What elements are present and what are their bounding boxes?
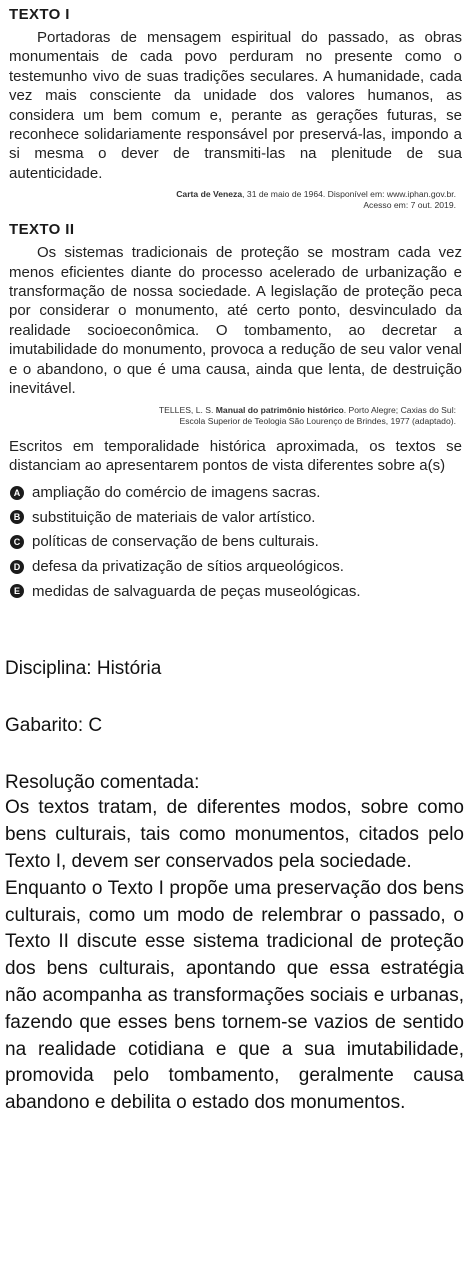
- option-b-text: substituição de materiais de valor artístico.: [32, 508, 316, 526]
- text1-source-line2: Acesso em: 7 out. 2019.: [363, 200, 456, 211]
- question-stem: Escritos em temporalidade histórica aproximada, os textos se distanciam ao apresentarem pontos de vista diferentes sobre a(s): [9, 437, 462, 474]
- text2-source-line2: Escola Superior de Teologia São Lourenço de Brindes, 1977 (adaptado).: [179, 415, 456, 426]
- option-d-letter-icon: D: [10, 560, 24, 574]
- text2-body-text: Os sistemas tradicionais de proteção se mostram cada vez menos eficientes diante do processo acelerado de urbanização e transformação de nossa sociedade. A legislação de proteção peca por considerar o monumento, até certo ponto, desvinculado da realidade socioeconômica. O tombamento, ao decretar a imutabilidade do monumento, provoca a redução de seu valor venal e o abandono, o que é uma causa, ainda que lenta, de destruição inevitável.: [9, 244, 462, 398]
- option-b[interactable]: [9, 505, 462, 530]
- option-d-text: defesa da privatização de sítios arqueológicos.: [32, 558, 344, 576]
- discipline-label: Disciplina: História: [5, 658, 162, 680]
- option-a-letter-icon: A: [10, 486, 24, 500]
- commentary-label: Resolução comentada:: [5, 772, 200, 794]
- option-d[interactable]: [9, 554, 462, 579]
- text2-source: [9, 405, 456, 427]
- text1-source-title: Carta de Veneza: [176, 189, 243, 200]
- option-c-text: políticas de conservação de bens culturais.: [32, 533, 319, 551]
- answer-key: Gabarito: C: [5, 715, 103, 737]
- text2-source-title: Manual do patrimônio histórico: [215, 404, 344, 415]
- text2-source-line1: . Porto Alegre; Caxias do Sul:: [343, 404, 456, 415]
- commentary-paragraph-1: Os textos tratam, de diferentes modos, sobre como bens culturais, tais como monumentos, citados pelo Texto I, devem ser conservados pela sociedade.: [5, 797, 464, 873]
- answer-options: [9, 481, 462, 604]
- text2-body: [9, 243, 462, 398]
- text1-source-line1: , 31 de maio de 1964. Disponível em: www.iphan.gov.br.: [242, 189, 456, 200]
- text1-heading: TEXTO I: [9, 6, 70, 23]
- option-e-text: medidas de salvaguarda de peças museológicas.: [32, 582, 361, 600]
- text1-body-text: Portadoras de mensagem espiritual do passado, as obras monumentais de cada povo perduram no presente como o testemunho vivo de suas tradições seculares. A humanidade, cada vez mais consciente da unidade dos valores humanos, as considera um bem comum e, perante as gerações futuras, se reconhece solidariamente responsável por preservá-las, impondo a si mesma o dever de transmiti-las na plenitude de sua autenticidade.: [9, 29, 462, 182]
- option-a-text: ampliação do comércio de imagens sacras.: [32, 484, 321, 502]
- option-e-letter-icon: E: [10, 584, 24, 598]
- answer-section: [0, 657, 474, 1117]
- option-b-letter-icon: B: [10, 510, 24, 524]
- option-a[interactable]: [9, 481, 462, 506]
- text2-source-author: TELLES, L. S.: [158, 404, 216, 415]
- commentary-paragraph-2: Enquanto o Texto I propõe uma preservação dos bens culturais, como um modo de relembrar o passado, o Texto II discute esse sistema tradicional de proteção dos bens culturais, apontando que essa estratégia não acompanha as transformações sociais e urbanas, fazendo que esses bens tornem-se vazios de sentido na realidade cotidiana e que a sua imutabilidade, promovida pelo tombamento, geralmente causa abandono e debilita o estado dos monumentos.: [5, 877, 464, 1114]
- option-c[interactable]: [9, 530, 462, 555]
- exam-question-scan: [0, 0, 474, 603]
- text1-source: [9, 189, 456, 211]
- option-c-letter-icon: C: [10, 535, 24, 549]
- text2-heading: TEXTO II: [9, 221, 75, 239]
- text1-body: [9, 28, 462, 183]
- option-e[interactable]: [9, 579, 462, 604]
